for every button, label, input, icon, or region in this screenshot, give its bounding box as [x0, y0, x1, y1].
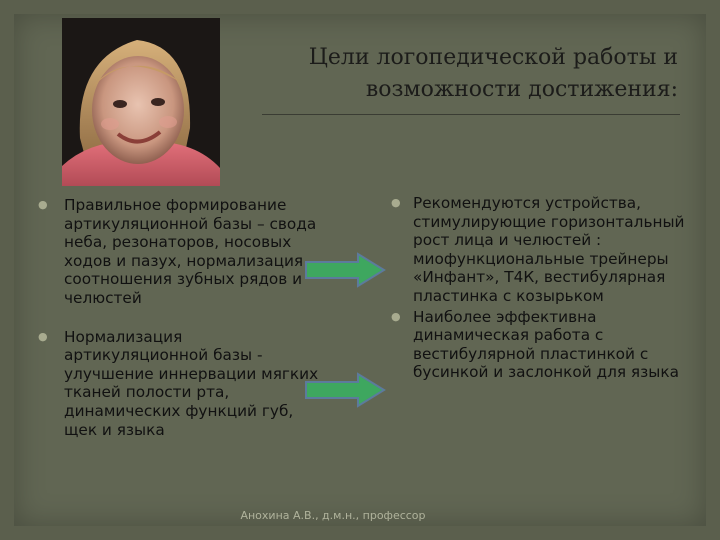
bullet-icon: ● [38, 198, 48, 211]
list-item [36, 328, 326, 440]
bullet-icon: ● [38, 329, 48, 343]
title-divider [262, 114, 680, 115]
list-item [36, 196, 326, 308]
bullet-icon: ● [391, 309, 401, 323]
slide-title [238, 42, 678, 106]
footer-author: Анохина А.В., д.м.н., профессор [240, 509, 426, 522]
bullet-icon: ● [391, 196, 401, 209]
list-item [389, 308, 689, 382]
right-arrow-icon [304, 252, 386, 288]
list-item [389, 194, 689, 306]
title-line-2: возможности достижения: [365, 77, 678, 102]
title-line-1: Цели логопедической работы и [308, 45, 678, 70]
right-arrow-icon [304, 372, 386, 408]
list-item-text: Правильное формирование артикуляционной базы – свода неба, резонаторов, носовых ходов и пазух, нормализация соотношения зубных рядов и челюстей [64, 196, 317, 307]
left-bullet-list [36, 196, 326, 459]
right-bullet-list [389, 194, 689, 384]
child-photo [62, 18, 220, 186]
list-item-text: Наиболее эффективна динамическая работа с вестибулярной пластинкой с бусинкой и заслонкой для языка [413, 307, 679, 382]
list-item-text: Рекомендуются устройства, стимулирующие горизонтальный рост лица и челюстей : миофункциональные трейнеры «Инфант», Т4К, вестибулярная пластинка с козырьком [413, 194, 685, 305]
list-item-text: Нормализация артикуляционной базы - улучшение иннервации мягких тканей полости рта, динамических функций губ, щек и языка [64, 327, 319, 439]
child-photo-illustration [62, 18, 220, 186]
